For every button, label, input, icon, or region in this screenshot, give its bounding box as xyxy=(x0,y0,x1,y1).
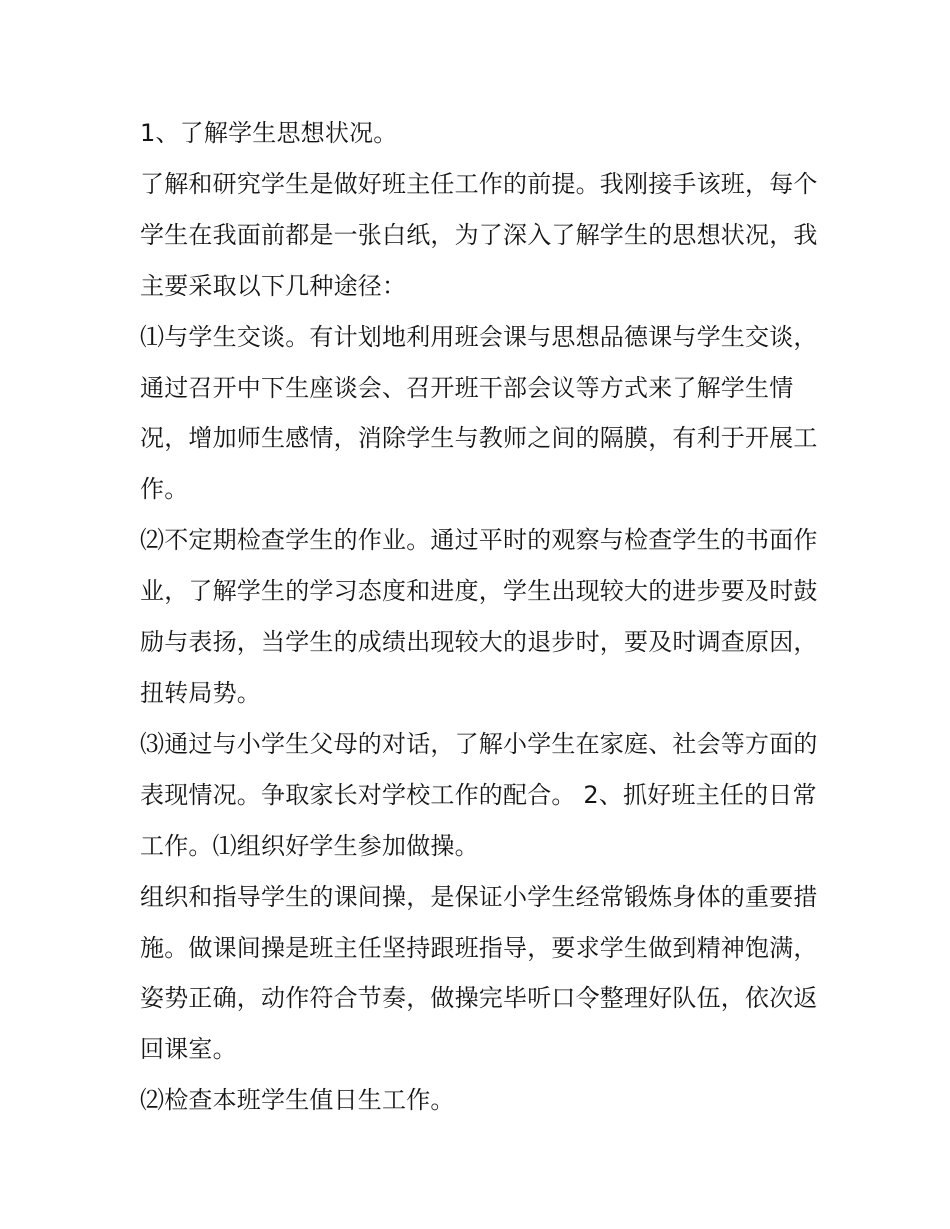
document-body xyxy=(140,108,820,1126)
paragraph-check-homework: ⑵不定期检查学生的作业。通过平时的观察与检查学生的书面作业，了解学生的学习态度和进度，学生出现较大的进步要及时鼓励与表扬，当学生的成绩出现较大的退步时，要及时调查原因，扭转局势。 xyxy=(140,526,818,707)
section-heading: 1、了解学生思想状况。 xyxy=(140,119,398,147)
paragraph-intro: 了解和研究学生是做好班主任工作的前提。我刚接手该班，每个学生在我面前都是一张白纸，为了深入了解学生的思想状况，我主要采取以下几种途径： xyxy=(140,169,818,300)
paragraph-talk-with-students: ⑴与学生交谈。有计划地利用班会课与思想品德课与学生交谈，通过召开中下生座谈会、召开班干部会议等方式来了解学生情况，增加师生感情，消除学生与教师之间的隔膜，有利于开展工作。 xyxy=(140,322,818,504)
paragraph-duty-check: ⑵检查本班学生值日生工作。 xyxy=(140,1086,455,1115)
paragraph-parent-dialogue: ⑶通过与小学生父母的对话，了解小学生在家庭、社会等方面的表现情况。争取家长对学校工作的配合。 2、抓好班主任的日常工作。⑴组织好学生参加做操。 xyxy=(140,729,818,860)
paragraph-exercise-guidance: 组织和指导学生的课间操，是保证小学生经常锻炼身体的重要措施。做课间操是班主任坚持跟班指导，要求学生做到精神饱满，姿势正确，动作符合节奏，做操完毕听口令整理好队伍，依次返回课室。 xyxy=(140,882,818,1064)
